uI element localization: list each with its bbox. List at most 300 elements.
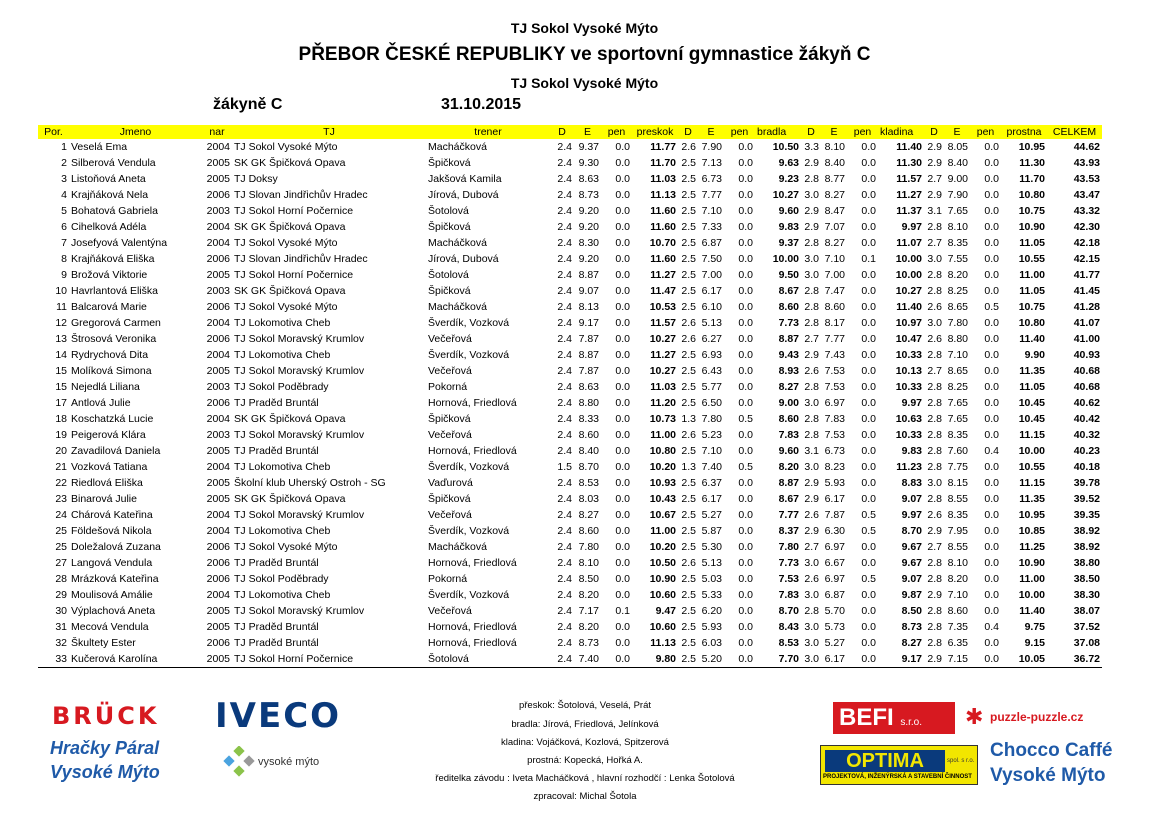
table-cell: 2.4: [557, 525, 572, 537]
table-cell: Šotolová: [428, 205, 469, 217]
table-cell: Gregorová Carmen: [71, 317, 161, 329]
table-cell: 14: [55, 349, 67, 361]
table-cell: 2.6: [681, 429, 696, 441]
table-cell: 6.37: [701, 477, 722, 489]
table-cell: 8.17: [824, 317, 845, 329]
table-cell: 2.8: [927, 605, 942, 617]
table-row: [38, 603, 1102, 619]
table-cell: 2.9: [927, 589, 942, 601]
table-cell: 2005: [206, 445, 230, 457]
table-cell: 7.50: [701, 253, 722, 265]
table-cell: 9.90: [1024, 349, 1045, 361]
table-cell: 2.5: [681, 493, 696, 505]
table-cell: 2.7: [927, 365, 942, 377]
table-cell: 10.90: [1018, 557, 1045, 569]
table-cell: 2.8: [927, 397, 942, 409]
table-cell: 10.27: [772, 189, 799, 201]
table-row: [38, 235, 1102, 251]
table-cell: 0.0: [615, 637, 630, 649]
table-cell: Večeřová: [428, 429, 472, 441]
table-cell: 10.47: [895, 333, 922, 345]
table-cell: 0.0: [738, 365, 753, 377]
table-cell: 2005: [206, 269, 230, 281]
table-cell: 9.37: [578, 141, 599, 153]
table-cell: 8.27: [824, 237, 845, 249]
table-cell: TJ Sokol Vysoké Mýto: [234, 141, 338, 153]
table-row: [38, 347, 1102, 363]
table-cell: 7: [61, 237, 67, 249]
optima-logo-text: OPTIMA: [825, 750, 945, 772]
table-cell: 2.8: [804, 317, 819, 329]
table-cell: 42.15: [1073, 253, 1100, 265]
table-cell: SK GK Špičková Opava: [234, 157, 346, 169]
table-cell: 8.55: [947, 493, 968, 505]
table-cell: Moulisová Amálie: [71, 589, 153, 601]
table-cell: 0.0: [738, 509, 753, 521]
table-cell: 2.4: [557, 365, 572, 377]
table-cell: 9.07: [578, 285, 599, 297]
table-cell: 42.30: [1073, 221, 1100, 233]
table-cell: 0.0: [738, 493, 753, 505]
table-cell: 10.60: [649, 589, 676, 601]
table-cell: 2005: [206, 605, 230, 617]
table-cell: 8.10: [578, 557, 599, 569]
table-cell: 0.0: [861, 413, 876, 425]
table-cell: 2.8: [927, 285, 942, 297]
table-cell: 2.9: [927, 157, 942, 169]
table-cell: 0.0: [984, 461, 999, 473]
table-cell: 2.7: [804, 541, 819, 553]
table-cell: 0.0: [738, 333, 753, 345]
table-cell: 9.80: [632, 651, 678, 668]
table-cell: 2.5: [681, 605, 696, 617]
table-cell: 13: [55, 333, 67, 345]
table-cell: 0.0: [615, 173, 630, 185]
table-cell: 2003: [206, 285, 230, 297]
table-cell: 8.60: [947, 605, 968, 617]
table-row: [38, 379, 1102, 395]
table-cell: 0.0: [615, 381, 630, 393]
table-cell: 7.77: [778, 509, 799, 521]
table-cell: 8.60: [578, 525, 599, 537]
table-cell: 11: [56, 301, 67, 313]
table-cell: 2.6: [804, 573, 819, 585]
column-header: E: [574, 125, 601, 139]
table-cell: 11.23: [896, 461, 922, 473]
table-row: [38, 187, 1102, 203]
table-cell: 11.00: [1019, 269, 1045, 281]
table-cell: 0.5: [738, 413, 753, 425]
table-cell: 10.70: [649, 237, 676, 249]
table-cell: 2.5: [681, 221, 696, 233]
table-cell: 2.4: [557, 541, 572, 553]
table-cell: 3.0: [804, 189, 819, 201]
table-cell: 2.4: [557, 477, 572, 489]
table-cell: 9.20: [578, 253, 599, 265]
table-cell: 0.0: [984, 525, 999, 537]
table-cell: Mecová Vendula: [71, 621, 149, 633]
table-cell: 7.40: [574, 651, 601, 668]
table-cell: 2.5: [681, 301, 696, 313]
table-cell: 38.07: [1073, 605, 1100, 617]
table-cell: 10.00: [895, 269, 922, 281]
optima-subtitle: PROJEKTOVÁ, INŽENÝRSKÁ A STAVEBNÍ ČINNOST: [823, 774, 972, 780]
table-cell: 2.4: [557, 445, 572, 457]
table-cell: 0.0: [738, 429, 753, 441]
table-cell: 2.9: [804, 349, 819, 361]
table-cell: 10.63: [895, 413, 922, 425]
table-cell: 2.7: [804, 333, 819, 345]
table-cell: 1.3: [681, 461, 696, 473]
table-cell: 8.40: [578, 445, 599, 457]
table-cell: 5.30: [701, 541, 722, 553]
judges-vault: přeskok: Šotolová, Veselá, Prát: [518, 700, 652, 711]
table-cell: 9.23: [778, 173, 799, 185]
table-cell: 11.13: [650, 189, 676, 201]
table-cell: 11.27: [650, 349, 676, 361]
column-header: D: [924, 125, 944, 139]
table-row: [38, 363, 1102, 379]
table-cell: 7.87: [824, 509, 845, 521]
table-cell: TJ Lokomotiva Cheb: [234, 317, 331, 329]
table-cell: Večeřová: [428, 509, 472, 521]
table-cell: 5.93: [824, 477, 845, 489]
table-cell: 8.20: [947, 269, 968, 281]
table-cell: Földešová Nikola: [71, 525, 152, 537]
table-row: [38, 523, 1102, 539]
table-cell: 11.57: [896, 173, 922, 185]
table-cell: 8.40: [947, 157, 968, 169]
table-cell: 38.30: [1073, 589, 1100, 601]
table-cell: 7.83: [778, 589, 799, 601]
table-row: [38, 299, 1102, 315]
table-cell: 0.0: [984, 173, 999, 185]
befi-logo: [833, 702, 955, 734]
table-cell: 0.0: [738, 317, 753, 329]
table-cell: 2.5: [681, 621, 696, 633]
table-cell: 0.0: [615, 349, 630, 361]
table-cell: 9.17: [878, 651, 924, 668]
table-cell: 0.0: [984, 221, 999, 233]
table-cell: 0.0: [738, 397, 753, 409]
table-cell: 41.07: [1073, 317, 1100, 329]
table-cell: Šotolová: [428, 269, 469, 281]
table-cell: 2.8: [927, 445, 942, 457]
table-cell: 10.55: [1018, 253, 1045, 265]
table-cell: 0.0: [615, 237, 630, 249]
table-cell: Josefyová Valentýna: [71, 237, 168, 249]
table-cell: 0.0: [984, 557, 999, 569]
table-cell: 2.4: [557, 397, 572, 409]
table-cell: TJ Lokomotiva Cheb: [234, 525, 331, 537]
table-cell: 9.47: [655, 605, 676, 617]
table-cell: 0.0: [738, 189, 753, 201]
table-cell: 8.77: [824, 173, 845, 185]
table-cell: 10.80: [649, 445, 676, 457]
table-cell: Hornová, Friedlová: [428, 637, 517, 649]
table-cell: 2.4: [557, 621, 572, 633]
table-cell: 3.3: [804, 141, 819, 153]
table-cell: 0.0: [738, 221, 753, 233]
table-cell: 11.70: [650, 157, 676, 169]
table-cell: 5.93: [701, 621, 722, 633]
table-cell: Silberová Vendula: [71, 157, 156, 169]
table-cell: 8.70: [778, 605, 799, 617]
table-cell: 7.80: [578, 541, 599, 553]
table-cell: 11.25: [1019, 541, 1045, 553]
table-cell: 0.0: [984, 573, 999, 585]
table-cell: Krajňáková Nela: [71, 189, 149, 201]
table-cell: 2.4: [557, 493, 572, 505]
table-cell: 2004: [206, 317, 230, 329]
table-cell: 11.60: [650, 253, 676, 265]
table-cell: 2004: [206, 413, 230, 425]
table-cell: Macháčková: [428, 541, 487, 553]
table-row: [38, 395, 1102, 411]
table-cell: 2.4: [557, 317, 572, 329]
table-cell: 2.5: [681, 637, 696, 649]
puzzle-icon: ✱: [965, 704, 984, 729]
table-cell: 9.67: [901, 557, 922, 569]
bruck-logo: BRÜCK: [52, 702, 160, 730]
table-cell: 10.50: [772, 141, 799, 153]
table-cell: 8.67: [778, 285, 799, 297]
table-cell: 0.0: [738, 157, 753, 169]
table-cell: 0.0: [615, 205, 630, 217]
table-cell: 0.0: [984, 397, 999, 409]
table-cell: 0.0: [615, 141, 630, 153]
column-header: D: [801, 125, 821, 139]
table-cell: 10.90: [649, 573, 676, 585]
table-cell: 2.8: [927, 413, 942, 425]
table-cell: Havrlantová Eliška: [71, 285, 158, 297]
table-cell: 8.37: [778, 525, 799, 537]
table-cell: 0.0: [615, 557, 630, 569]
table-cell: 8.43: [778, 621, 799, 633]
table-cell: Zavadilová Daniela: [71, 445, 161, 457]
table-cell: 7.53: [824, 429, 845, 441]
table-cell: 10.85: [1018, 525, 1045, 537]
table-cell: 0.0: [615, 301, 630, 313]
table-cell: Škultety Ester: [71, 637, 136, 649]
befi-sro-text: s.r.o.: [900, 717, 923, 728]
table-cell: 10.93: [649, 477, 676, 489]
table-cell: 2003: [206, 205, 230, 217]
table-cell: 2.6: [681, 333, 696, 345]
table-cell: 3.0: [804, 461, 819, 473]
table-cell: 8.73: [578, 637, 599, 649]
table-cell: 25: [55, 525, 67, 537]
table-cell: 3.0: [804, 557, 819, 569]
table-cell: 6.10: [701, 301, 722, 313]
table-cell: Šverdík, Vozková: [428, 589, 510, 601]
table-cell: 7.73: [778, 557, 799, 569]
table-row: [38, 219, 1102, 235]
table-cell: 11.00: [650, 525, 676, 537]
table-cell: 2.4: [557, 333, 572, 345]
table-cell: Večeřová: [428, 333, 472, 345]
table-cell: 8.40: [824, 157, 845, 169]
processed-by: zpracoval: Michal Šotola: [533, 791, 637, 802]
table-cell: 2004: [206, 461, 230, 473]
table-cell: 5.27: [701, 509, 722, 521]
table-cell: TJ Lokomotiva Cheb: [234, 589, 331, 601]
table-cell: 2005: [202, 651, 232, 668]
table-cell: 2.9: [804, 221, 819, 233]
table-cell: 2006: [206, 541, 230, 553]
table-cell: 0.0: [738, 301, 753, 313]
table-cell: 24: [55, 509, 67, 521]
table-cell: 2.4: [557, 237, 572, 249]
table-row: [38, 315, 1102, 331]
table-cell: 0.0: [615, 317, 630, 329]
table-cell: 3.0: [804, 589, 819, 601]
table-cell: 0.0: [861, 221, 876, 233]
table-cell: 2.4: [557, 253, 572, 265]
table-cell: Vozková Tatiana: [71, 461, 148, 473]
table-cell: 0.5: [861, 509, 876, 521]
table-cell: 30: [55, 605, 67, 617]
table-cell: 10.97: [895, 317, 922, 329]
table-header-row: [38, 125, 1102, 139]
table-row: [38, 411, 1102, 427]
optima-logo: [820, 745, 978, 785]
table-cell: 44.62: [1073, 141, 1100, 153]
column-header: preskok: [632, 125, 678, 139]
table-cell: 2.5: [681, 573, 696, 585]
table-cell: Krajňáková Eliška: [71, 253, 155, 265]
table-cell: 0.0: [615, 429, 630, 441]
table-cell: 5.13: [701, 557, 722, 569]
table-cell: Pokorná: [428, 381, 468, 393]
table-cell: 38.92: [1073, 541, 1100, 553]
table-cell: 2.4: [557, 285, 572, 297]
table-cell: 7.90: [947, 189, 968, 201]
table-cell: 10.00: [895, 253, 922, 265]
table-cell: 0.0: [984, 429, 999, 441]
table-cell: 3: [61, 173, 67, 185]
table-cell: 41.45: [1073, 285, 1100, 297]
table-cell: 17: [55, 397, 67, 409]
table-cell: 43.32: [1073, 205, 1100, 217]
table-cell: Špičková: [428, 221, 471, 233]
table-cell: 0.0: [984, 493, 999, 505]
table-cell: 10.00: [772, 253, 799, 265]
table-cell: 10.95: [1018, 509, 1045, 521]
table-cell: 2.8: [804, 429, 819, 441]
table-cell: 0.0: [861, 637, 876, 649]
table-cell: 0.0: [615, 397, 630, 409]
table-cell: Riedlová Eliška: [71, 477, 143, 489]
table-cell: 8.35: [947, 237, 968, 249]
table-cell: 6.87: [701, 237, 722, 249]
table-cell: 7.35: [947, 621, 968, 633]
table-cell: 41.77: [1073, 269, 1100, 281]
table-cell: 2006: [206, 573, 230, 585]
table-cell: 3.0: [927, 317, 942, 329]
table-cell: 2.7: [927, 541, 942, 553]
table-cell: Listoňová Aneta: [71, 173, 146, 185]
table-cell: 7.13: [701, 157, 722, 169]
table-cell: 0.5: [861, 525, 876, 537]
table-cell: TJ Lokomotiva Cheb: [234, 461, 331, 473]
table-cell: 11.40: [896, 301, 922, 313]
table-cell: 2.5: [681, 477, 696, 489]
table-cell: 7.10: [701, 205, 722, 217]
table-cell: 0.0: [984, 541, 999, 553]
table-cell: 11.15: [1019, 429, 1045, 441]
table-cell: 7.73: [778, 317, 799, 329]
table-cell: 11.37: [896, 205, 922, 217]
table-cell: 0.0: [738, 381, 753, 393]
table-cell: TJ Sokol Poděbrady: [234, 573, 329, 585]
column-header: pen: [601, 125, 632, 139]
table-cell: 2005: [206, 493, 230, 505]
column-header: prostna: [1001, 125, 1047, 139]
table-cell: 8.70: [901, 525, 922, 537]
table-cell: 8: [61, 253, 67, 265]
table-cell: 2.5: [681, 397, 696, 409]
table-cell: 0.0: [738, 637, 753, 649]
table-row: [38, 459, 1102, 475]
table-cell: Kučerová Karolína: [69, 651, 202, 668]
table-cell: 0.0: [861, 285, 876, 297]
table-cell: Antlová Julie: [71, 397, 131, 409]
table-cell: 36.72: [1047, 651, 1102, 668]
table-cell: 7.90: [701, 141, 722, 153]
table-cell: 2.9: [804, 493, 819, 505]
table-cell: 0.0: [984, 333, 999, 345]
table-cell: 0.4: [984, 445, 999, 457]
table-cell: 2.4: [557, 157, 572, 169]
table-cell: 10.27: [649, 365, 676, 377]
table-cell: 21: [55, 461, 67, 473]
table-cell: 2006: [206, 301, 230, 313]
table-cell: 42.18: [1073, 237, 1100, 249]
table-cell: 2.5: [681, 269, 696, 281]
table-cell: Mrázková Kateřina: [71, 573, 159, 585]
table-cell: 0.0: [861, 189, 876, 201]
table-cell: 0.0: [984, 141, 999, 153]
table-cell: 7.83: [824, 413, 845, 425]
table-cell: 8.87: [578, 269, 599, 281]
table-cell: 0.0: [861, 621, 876, 633]
table-cell: 0.0: [615, 525, 630, 537]
table-cell: 7.40: [701, 461, 722, 473]
table-cell: 10.27: [895, 285, 922, 297]
table-cell: 0.0: [861, 269, 876, 281]
table-cell: Macháčková: [428, 301, 487, 313]
table-cell: 7.75: [947, 461, 968, 473]
table-cell: 5.70: [824, 605, 845, 617]
table-cell: 11.30: [1019, 157, 1045, 169]
table-cell: TJ Slovan Jindřichův Hradec: [234, 253, 368, 265]
table-cell: Brožová Viktorie: [71, 269, 148, 281]
table-cell: 2.9: [927, 141, 942, 153]
table-cell: 11.03: [650, 173, 676, 185]
table-cell: 8.50: [901, 605, 922, 617]
column-header: pen: [847, 125, 878, 139]
table-cell: 39.78: [1073, 477, 1100, 489]
table-cell: 0.0: [984, 589, 999, 601]
table-cell: 2.8: [804, 237, 819, 249]
table-cell: 2.5: [681, 285, 696, 297]
table-cell: 8.87: [778, 333, 799, 345]
table-cell: 0.0: [738, 589, 753, 601]
table-cell: 2.8: [927, 269, 942, 281]
judges-floor: prostná: Kopecká, Hořká A.: [527, 755, 643, 766]
table-cell: 0.0: [738, 557, 753, 569]
